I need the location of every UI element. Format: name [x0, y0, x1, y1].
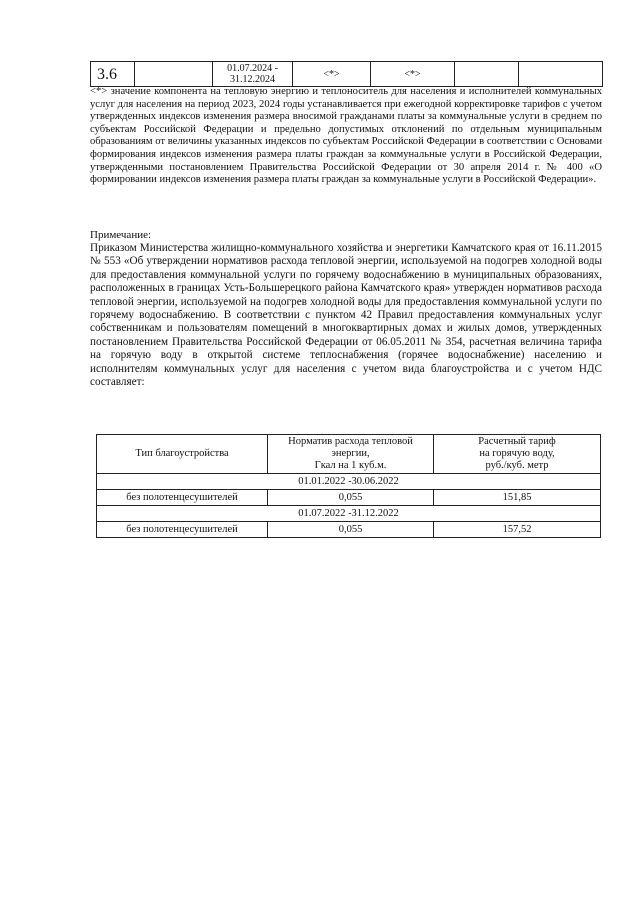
table-row	[97, 522, 601, 538]
period-row	[97, 506, 601, 522]
period-cell	[213, 62, 293, 87]
row-number: 3.6	[91, 62, 135, 87]
type-cell: без полотенцесушителей	[97, 522, 268, 538]
header-type: Тип благоустройства	[97, 435, 268, 474]
empty-cell	[455, 62, 519, 87]
value-cell: <*>	[371, 62, 455, 87]
norm-cell: 0,055	[268, 522, 434, 538]
period-start: 01.07.2024 -	[227, 63, 278, 74]
tariff-cell: 157,52	[434, 522, 601, 538]
period-end: 31.12.2024	[230, 74, 275, 85]
tariff-fragment-table	[90, 61, 603, 87]
value-cell: <*>	[293, 62, 371, 87]
table-row	[91, 62, 603, 87]
note-text: Приказом Министерства жилищно-коммунального хозяйства и энергетики Камчатского края от 16.11.2015 № 553 «Об утверждении нормативов расхода тепловой энергии, используемой на подогрев холодной воды для предоставления коммунальной услуги по горячему водоснабжению в муниципальных образованиях, расположенных в границах Усть-Большерецкого района Камчатского края» утвержден нормативов расхода тепловой энергии, используемой на подогрев холодной воды для предоставления коммунальной услуги по горячему водоснабжению. В соответствии с пунктом 42 Правил предоставления коммунальных услуг собственникам и пользователям помещений в многоквартирных домах и жилых домов, утвержденных постановлением Правительства Российской Федерации от 06.05.2011 № 354, расчетная величина тарифа на горячую воду в открытой системе теплоснабжения (горячее водоснабжение) населению и исполнителям коммунальных услуг для населения с учетом вида благоустройства и с учетом НДС составляет:	[90, 242, 602, 389]
tariff-cell: 151,85	[434, 490, 601, 506]
period-label: 01.01.2022 -30.06.2022	[97, 474, 601, 490]
norm-cell: 0,055	[268, 490, 434, 506]
header-tariff-line: на горячую воду,	[479, 448, 555, 459]
table-header-row	[97, 435, 601, 474]
hot-water-tariff-table	[96, 434, 601, 538]
empty-cell	[135, 62, 213, 87]
header-norm-line: энергии,	[331, 448, 370, 459]
table-row	[97, 490, 601, 506]
header-tariff-line: руб./куб. метр	[485, 460, 549, 471]
type-cell: без полотенцесушителей	[97, 490, 268, 506]
header-norm	[268, 435, 434, 474]
header-tariff	[434, 435, 601, 474]
period-label: 01.07.2022 -31.12.2022	[97, 506, 601, 522]
footnote-text: <*> значение компонента на тепловую энергию и теплоноситель для населения и исполнителей коммунальных услуг для населения на период 2023, 2024 годы устанавливается при ежегодной корректировке тарифов с учетом утвержденных индексов изменения размера вносимой гражданами платы за коммунальные услуги в среднем по субъектам Российской Федерации и предельно допустимых отклонений по отдельным муниципальным образованиям от величины указанных индексов по субъектам Российской Федерации в соответствии с Основами формирования индексов изменения размера платы граждан за коммунальные услуги в Российской Федерации, утвержденными постановлением Правительства Российской Федерации от 30 апреля 2014 г. № 400 «О формировании индексов изменения размера платы граждан за коммунальные услуги в Российской Федерации».	[90, 86, 602, 186]
empty-cell	[519, 62, 603, 87]
header-norm-line: Норматив расхода тепловой	[288, 436, 413, 447]
note-title: Примечание:	[90, 229, 152, 241]
header-norm-line: Гкал на 1 куб.м.	[314, 460, 387, 471]
period-row	[97, 474, 601, 490]
header-tariff-line: Расчетный тариф	[478, 436, 556, 447]
